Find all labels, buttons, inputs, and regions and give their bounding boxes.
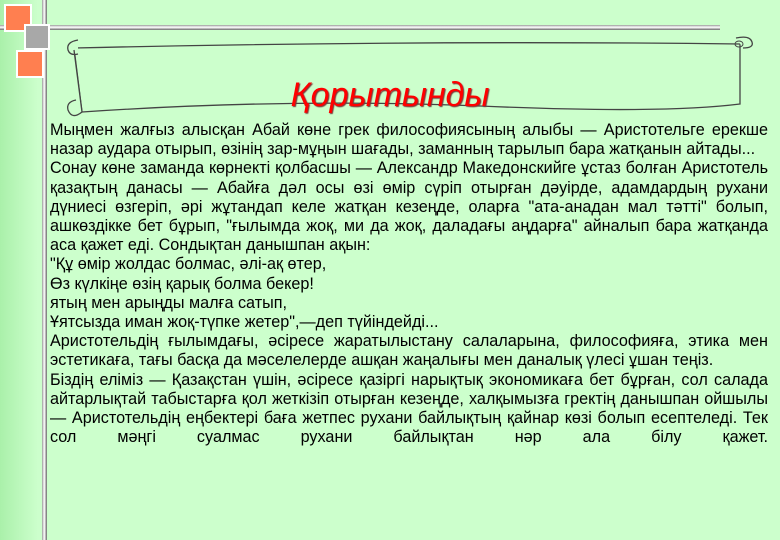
body-text [50, 121, 768, 447]
poem-line-2: Өз күлкіңе өзің қарық болма бекер! [50, 274, 314, 293]
corner-square-gray [24, 24, 50, 50]
paragraph-intro: Мыңмен жалғыз алысқан Абай көне грек философиясының алыбы — Аристотельге ерекше назар аудара отырып, өзінің зар-мұңын шағады, заманның тарылып бара жатқанын айтады... [50, 121, 768, 159]
poem-line-1: "Құ өмір жолдас болмас, әлі-ақ өтер, [50, 255, 327, 274]
paragraph-science: Аристотельдің ғылымдағы, әсіресе жаратылыстану салаларына, философияға, этика мен эстетикаға, тағы басқа да мәселелерде ашқан жаңалығы мен даналық үлесі ұшан теңіз. [50, 332, 768, 370]
corner-square-orange-bottom [16, 50, 44, 78]
slide-title: Қорытынды [290, 76, 490, 114]
poem-line-3: ятың мен арыңды малға сатып, [50, 293, 288, 312]
paragraph-aristotle: Сонау көне заманда көрнекті қолбасшы — Александр Македонскийге ұстаз болған Аристотель қазақтың данасы — Абайға дәл осы өзі өмір сүріп отырған дәуірде, адамдардың рухани дүниесі өзгеріп, әрі жұтандап келе жатқан кезеңде, оларға "ата-анадан мал тәтті" болып, ашкөздікке бет бұрып, "ғылымда жоқ, ми да жоқ, даладағы аңдарға" айналып бара жатқанда аса қажет еді. Сондықтан данышпан ақын: [50, 159, 768, 255]
paragraph-kazakhstan: Біздің еліміз — Қазақстан үшін, әсіресе қазіргі нарықтық экономикаға бет бұрған, сол салада айтарлықтай табыстарға қол жеткізіп отырған кезеңде, халқымызға гректің данышпан ойшылы — Аристотельдің еңбектері баға жетпес рухани байлықтың қайнар көзі болып есептеледі. Тек сол мәңгі суалмас рухани байлықтан нәр ала білу қажет. [50, 370, 768, 447]
poem-line-4: Ұятсызда иман жоқ-түпке жетер",—деп түйіндейді... [50, 313, 439, 332]
